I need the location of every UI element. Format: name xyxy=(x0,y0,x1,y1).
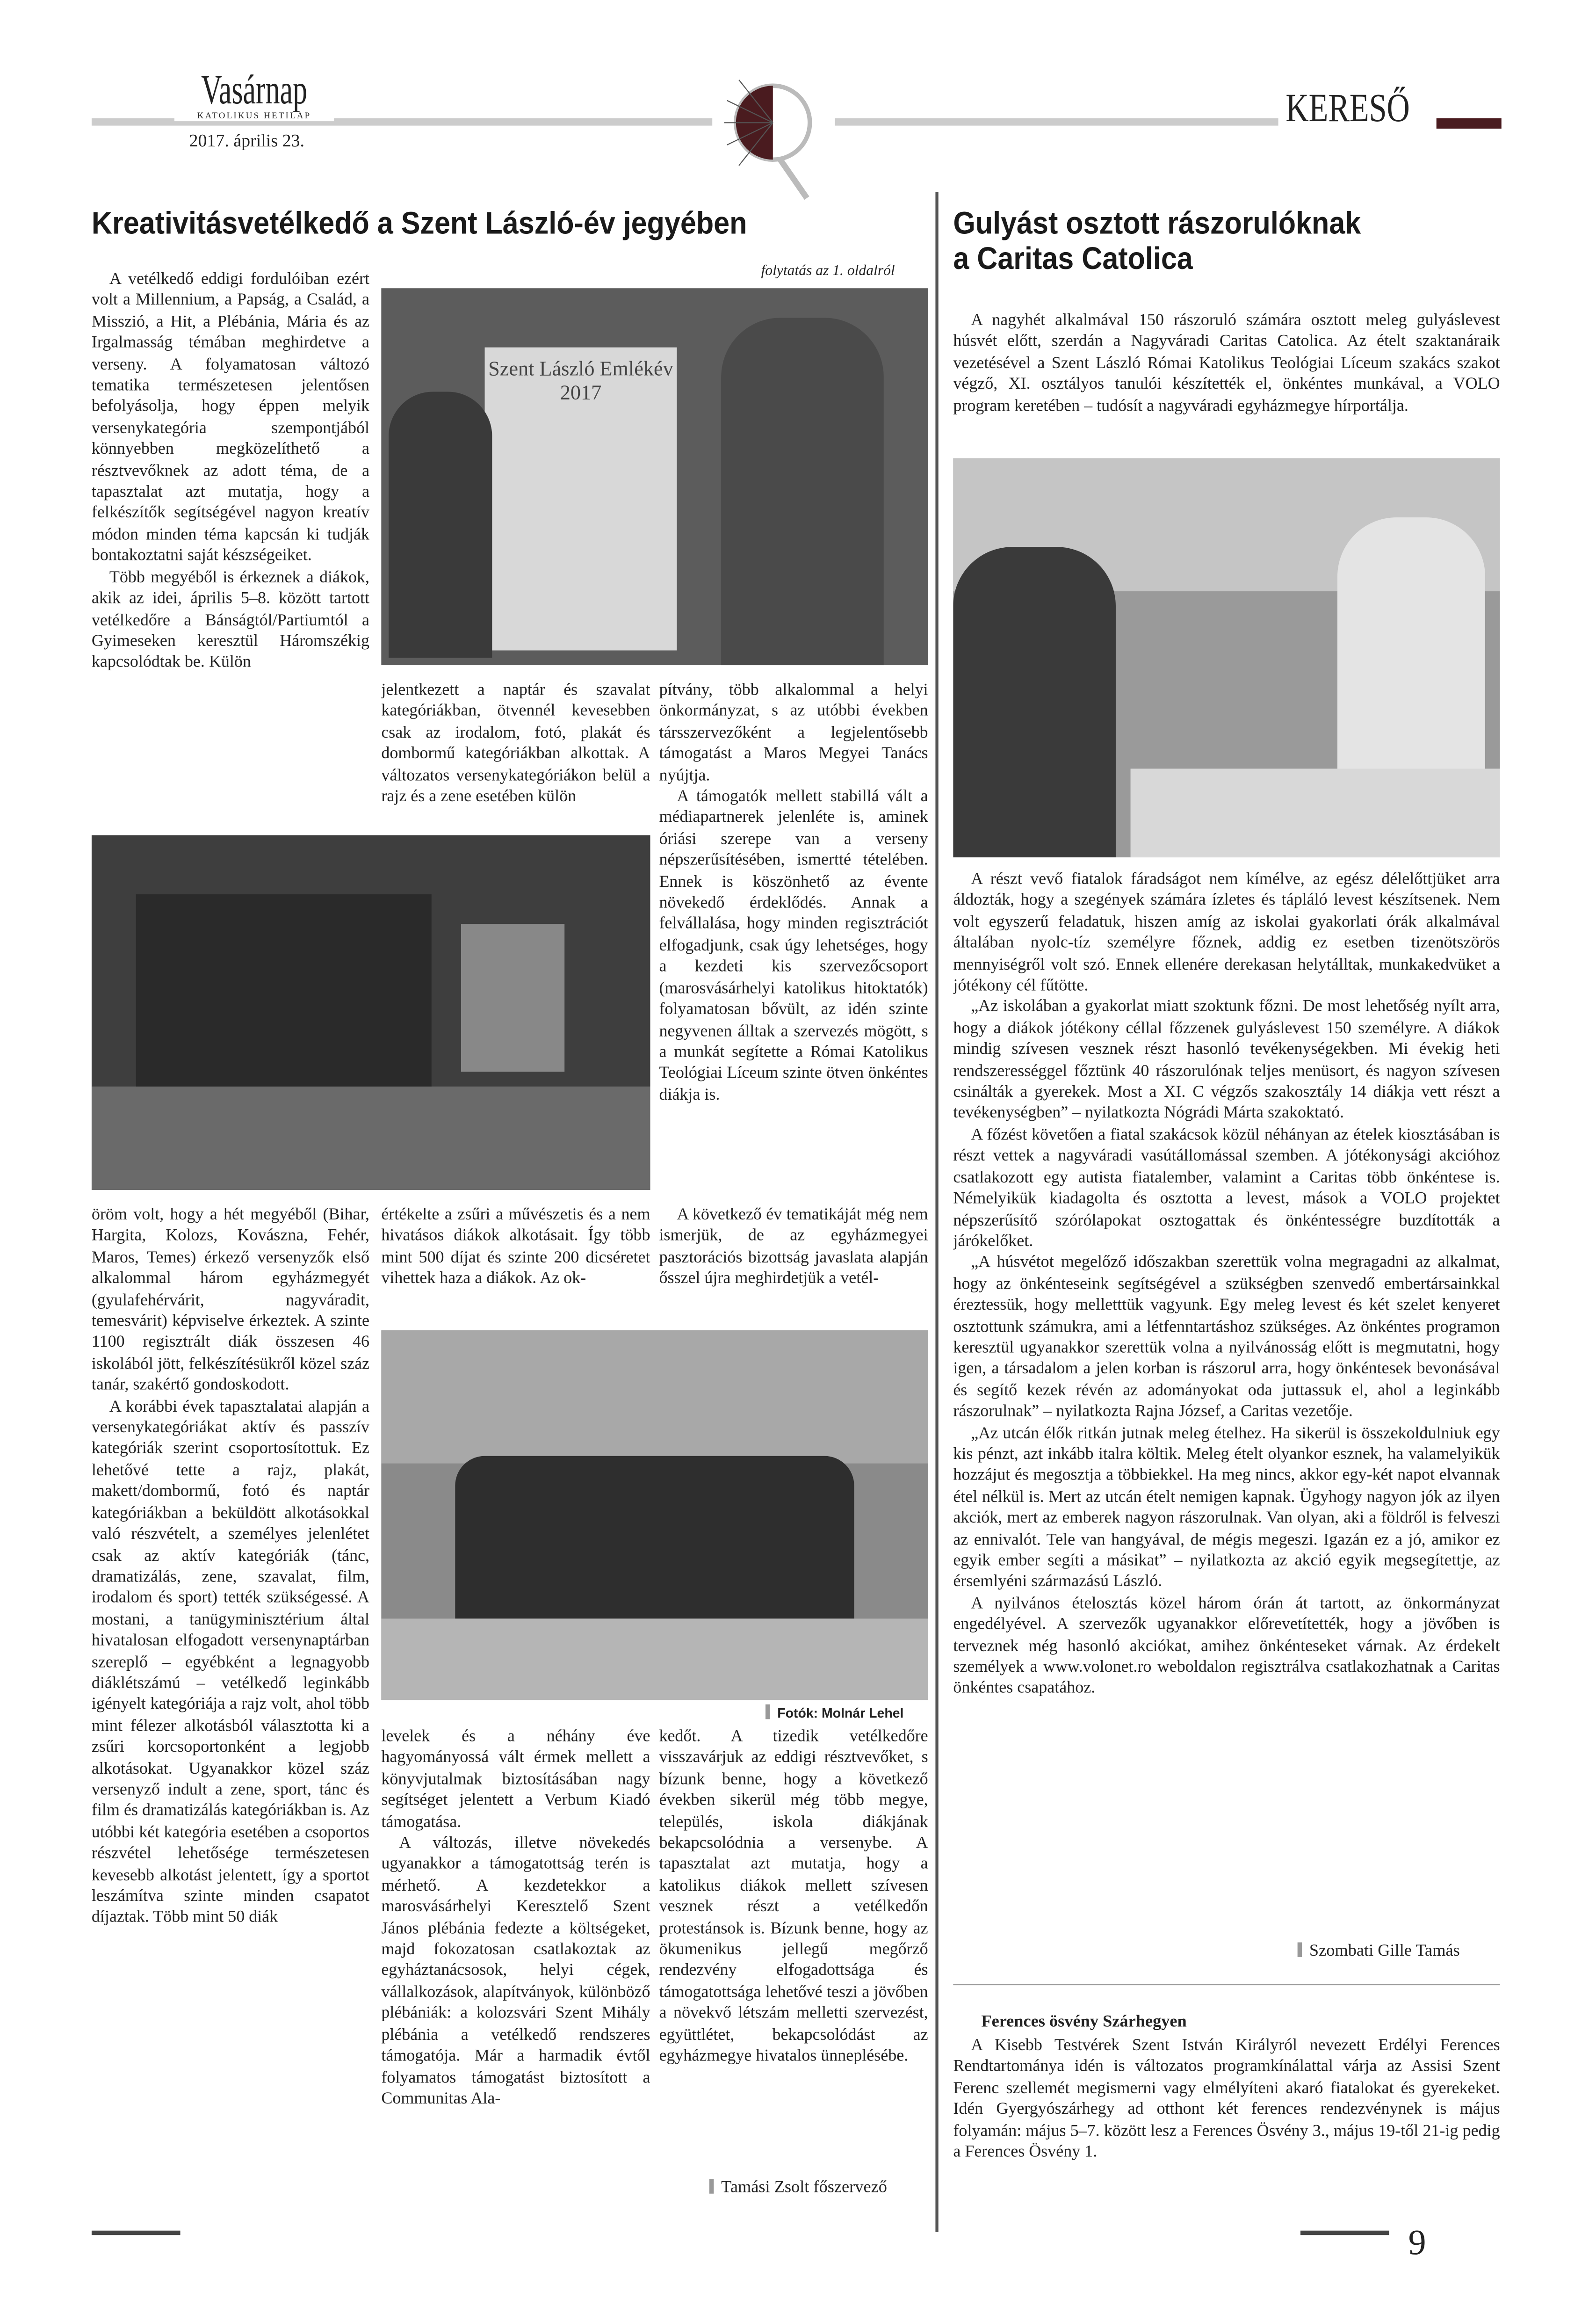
section-title: KERESŐ xyxy=(1285,86,1410,131)
box-text xyxy=(953,2036,1500,2213)
left-col3-mid xyxy=(659,1205,928,1323)
paragraph: A támogatók mellett stabillá vált a médiapartnerek jelenléte is, aminek óriási szerepe van a verseny népszerűsítésében, ismertté tételében. Ennek is köszönhető az évente növekedő érdeklődés. Annak a felvállalása, hogy minden regisztrációt elfogadjunk, csak úgy lehetséges, hogy a kezdeti kis szervezőcsoport (marosvásárhelyi katolikus hitoktatók) folyamatosan bővült, az idén szinte negyvenen álltak a szervezés mögött, s a munkát segítette a Római Katolikus Teológiai Líceum szinte ötven önkéntes diákja is. xyxy=(659,788,928,1104)
section-accent-bar xyxy=(1437,118,1502,129)
paragraph: A korábbi évek tapasztalatai alapján a versenykategóriákat aktív és passzív kategóriák szerint csoportosítottuk. Ez lehetővé tette a rajz, plakát, makett/dombormű, fotó és naptár kategóriákban a beküldött alkotásokkal való részvételt, a személyes jelenlétet csak az aktív kategóriák (tánc, dramatizálás, zene, szavalat, film, irodalom és sport) tették szükségessé. A mostani, a tanügyminisztérium által hivatalosan elfogadott versenynaptárban szereplő – egyébként a legnagyobb diáklétszámú – vetélkedő leginkább igényelt kategóriája a rajz volt, ahol több mint félezer alkotásból választotta ki a zsűri korcsoportonként a legjobb alkotásokat. Ugyanakkor közel száz versenyző indult a zene, sport, tánc és film és dramatizálás kategóriákban is. Az utóbbi két kategória esetében a csoportos részvétel lehetősége természetesen kevesebb alkotást jelentett, így a sportot leszámítva szinte minden csapatot díjaztak. Több mint 50 diák xyxy=(91,1398,370,1927)
paragraph: levelek és a néhány éve hagyományossá vált érmek mellett a könyvjutalmak biztosításában nagy segítséget jelentett a Verbum Kiadó támogatása. xyxy=(381,1728,650,1831)
paragraph: A részt vevő fiatalok fáradságot nem kímélve, az egész délelőttjüket arra áldozták, hogy a szegények számára ízletes és tápláló levest készítsenek. Nem volt egyszerű feladatuk, hiszen amíg az iskolai gyakorlati órák alkalmával általában nyolc-tíz személyre főznek, addig ez esetben tizenötszörös mennyiségről volt szó. Ennek ellenére derekasan helytálltak, munkakedvüket a jótékony cél fűtötte. xyxy=(953,870,1500,995)
paragraph: értékelte a zsűri a művészetis és a nem hivatásos diákok alkotásait. Így több mint 500 díjat és szinte 200 dicséretet vihettek haza a diákok. Az ok- xyxy=(381,1206,650,1288)
header-rule-right xyxy=(835,118,1278,126)
photo-credit: Fotók: Molnár Lehel xyxy=(766,1704,903,1721)
paragraph: kedőt. A tizedik vetélkedőre visszavárjuk az eddigi résztvevőket, s bízunk benne, hogy a következő években sikerül még több megye, település, iskola diákjának bekapcsolódnia a versenybe. A tapasztalat azt mutatja, hogy a katolikus diákok mellett szívesen vesznek részt a vetélkedőn protestánsok is. Bízunk benne, hogy az ökumenikus jellegű megőrző rendezvény elfogadottsága és támogatottsága lehetővé teszi a jövőben a növekvő létszám melletti szervezést, együttlétet, bekapcsolódást az egyházmegye hivatalos ünneplésébe. xyxy=(659,1728,928,2066)
right-article-signature: Szombati Gille Tamás xyxy=(1298,1943,1460,1960)
right-article-lead xyxy=(953,311,1500,451)
piano xyxy=(461,924,564,1072)
paragraph: „Az iskolában a gyakorlat miatt szoktunk főzni. De most lehetőség nyílt arra, hogy a diákok jótékony céllal főzzenek gulyáslevest 150 személyre. A diákok mindig szívesen vesznek részt hasonló tevékenységekben. Mi évekig heti rendszerességgel főztünk 40 rászorulónak teljes menüsort, és nagyon szívesen csinálták a gyerekek. Most a XI. C végzős szakosztály 14 diákja vett részt a tevékenységben” – nyilatkozta Nógrádi Márta szakoktató. xyxy=(953,998,1500,1123)
footer-rule-right xyxy=(1300,2231,1389,2235)
masthead xyxy=(174,68,334,122)
pavement xyxy=(381,1618,928,1700)
right-article-headline-1: Gulyást osztott rászorulóknak xyxy=(953,207,1361,241)
performers-group xyxy=(136,894,432,1087)
students-group xyxy=(455,1456,854,1619)
column-divider xyxy=(935,192,938,2232)
box-title: Ferences ösvény Szárhegyen xyxy=(981,2013,1187,2031)
right-article-body xyxy=(953,869,1500,1937)
person-right xyxy=(721,318,884,665)
page-number: 9 xyxy=(1408,2225,1426,2263)
photo-stage-performance xyxy=(92,835,650,1190)
photo-emlekev-calendar xyxy=(381,288,928,665)
photo-group-students xyxy=(381,1330,928,1700)
table-with-soup xyxy=(1131,769,1500,857)
paragraph: pítvány, több alkalommal a helyi önkormányzat, s az utóbbi években társszervezőként a legjelentősebb támogatást a Maros Megyei Tanács nyújtja. xyxy=(659,681,928,784)
right-article-headline-2: a Caritas Catolica xyxy=(953,242,1193,276)
left-col2-bottom xyxy=(381,1726,650,2229)
left-col1-top xyxy=(92,269,369,823)
masthead-subtitle: KATOLIKUS HETILAP xyxy=(197,112,311,122)
paragraph: A nagyhét alkalmával 150 rászoruló számára osztott meleg gulyáslevest húsvét előtt, szerdán a Nagyváradi Caritas Catolica. Az ételt szaktanáraik vezetésével a Szent László Római Katolikus Teológiai Líceum szakács szakot végző, XI. osztályos tanulói készítették el, önkéntes munkával, a VOLO program keretében – tudósít a nagyváradi egyházmegye hírportálja. xyxy=(953,312,1500,415)
paragraph: A vetélkedő eddigi fordulóiban ezért volt a Millennium, a Papság, a Család, a Misszió, a Hit, a Plébánia, Mária és az Irgalmasság témában meghirdetve a verseny. A folyamatosan változó tematika természetesen jelentősen befolyásolja, hogy éppen melyik versenykategória szempontjából könnyebben megközelíthető a résztvevőknek az adott téma, de a tapasztalat azt mutatja, hogy a felkészítők segítségével nagyon kreatív módon minden téma kapcsán ki tudják bontakoztatni saját készségeiket. xyxy=(91,270,370,566)
continued-note: folytatás az 1. oldalról xyxy=(761,263,895,280)
paragraph: A főzést követően a fiatal szakácsok közül néhányan az ételek kiosztásában is részt vettek a nagyváradi vasútállomással szemben. A jótékonysági akcióhoz csatlakozott egy autista fiatalember, valamint a Caritas több önkéntese is. Némelyikük kiadagolta és osztotta a levest, mások a VOLO projektet népszerűsítő szórólapokat osztogattak és önkéntességre buzdították a járókelőket. xyxy=(953,1126,1500,1251)
volunteer-left xyxy=(953,547,1116,857)
issue-date: 2017. április 23. xyxy=(189,130,305,151)
paragraph: A változás, illetve növekedés ugyanakkor a támogatottság terén is mérhető. A kezdetekkor a marosvásárhelyi Keresztelő Szent János plébánia fedezte a költségeket, majd fokozatosan csatlakoztak az egyháztanácsosok, helyi cégek, vállalkozások, alapítványok, különböző plébániák: a kolozsvári Szent Mihály plébánia a vetélkedő rendszeres támogatója. Már a harmadik évtől folyamatos támogatást biztosított a Communitas Ala- xyxy=(381,1834,650,2108)
stage-floor xyxy=(92,1087,650,1190)
left-article-signature: Tamási Zsolt főszervező xyxy=(709,2179,887,2197)
calendar-prop xyxy=(485,348,677,651)
paragraph: A Kisebb Testvérek Szent István Királyról nevezett Erdélyi Ferences Rendtartománya idén is változatos programkínálattal várja az Assisi Szent Ferenc szellemét megismerni vagy elmélyíteni akaró fiatalokat és gyerekeket. Idén Gyergyószárhegy ad otthont két ferences rendezvénynek is május folyamán: május 5–7. között lesz a Ferences Ösvény 3., május 19-től 21-ig pedig a Ferences Ösvény 1. xyxy=(953,2037,1500,2161)
paragraph: A nyilvános ételosztás közel három órán át tartott, az önkormányzat engedélyével. A szervezők ugyanakkor előrevetítették, hogy a jövőben is terveznek még hasonló akciókat, amihez önkénteseket várnak. Az érdekelt személyek a www.volonet.ro weboldalon regisztrálva csatlakozhatnak a Caritas önkéntes csapatához. xyxy=(953,1595,1500,1698)
left-article-headline: Kreativitásvetélkedő a Szent László-év jegyében xyxy=(91,207,747,241)
building-facade xyxy=(381,1330,928,1463)
paragraph: A következő év tematikáját még nem ismerjük, de az egyházmegyei pasztorációs bizottság javaslata alapján ősszel újra meghirdetjük a vetél- xyxy=(659,1206,928,1288)
calendar-title: Szent László Emlékév 2017 xyxy=(488,359,673,405)
masthead-title: Vasárnap xyxy=(201,68,308,114)
left-col1-bottom xyxy=(92,1205,369,2228)
left-col3-bottom xyxy=(659,1726,928,2177)
box-separator xyxy=(953,1984,1500,1985)
paragraph: jelentkezett a naptár és szavalat kategóriákban, ötvennél kevesebben csak az irodalom, fotó, plakát és dombormű kategóriákban alkottak. A változatos versenykategóriákon belül a rajz és a zene esetében külön xyxy=(381,681,650,806)
photo-soup-distribution xyxy=(953,458,1500,857)
left-col3-top xyxy=(659,680,928,1195)
paragraph: Több megyéből is érkeznek a diákok, akik az idei, április 5–8. között tartott vetélkedőre a Bánságtól/Partiumtól a Gyimeseken keresztül Háromszékig kapcsolódtak be. Külön xyxy=(91,568,370,672)
left-col2-top xyxy=(381,680,650,828)
left-col2-mid xyxy=(381,1205,650,1323)
paragraph: „A húsvétot megelőző időszakban szerettük volna megragadni az alkalmat, hogy az önkénteseink segítségével a szükségben szenvedő embertársainkkal éreztessük, hogy melletttük vagyunk. Egy meleg levest és két szelet kenyeret osztottunk számukra, ami a létfenntartáshoz szükséges. Az önkéntes programon keresztül ugyanakkor szerettük volna a nyilvánosság előtt is megmutatni, hogy igen, a társadalom a jelen korban is rászorul arra, hogy önkéntesek bevonásával és segítő kezek révén az adományokat oda juttassuk el, ahol a leginkább rászorulnak” – nyilatkozta Rajna József, a Caritas vezetője. xyxy=(953,1254,1500,1421)
paragraph: öröm volt, hogy a hét megyéből (Bihar, Hargita, Kolozs, Kovászna, Fehér, Maros, Temes) érkező versenyzők első alkalommal három egyházmegyét (gyulafehérvárit, nagyváradit, temesvárit) képviselve érkeztek. A szinte 1100 regisztrált diák összesen 46 iskolából jött, felkészítésükről közel száz tanár, szakértő gondoskodott. xyxy=(91,1206,370,1394)
magnifier-logo-icon xyxy=(721,71,839,204)
footer-rule-left xyxy=(92,2231,181,2235)
paragraph: „Az utcán élők ritkán jutnak meleg ételhez. Ha sikerül is összekoldulniuk egy kis pénzt, azt inkább italra költik. Meleg ételt olyankor esznek, ha valamelyikük hozzájut és megosztja a többiekkel. Ha meg nincs, akkor egy-két napot elvannak étel nélkül is. Mert az utcán ételt nemigen kapnak. Ügyhogy nagyon jók az ilyen akciók, mert az emberek nagyon rászorulnak. Van olyan, aki a földről is felveszi az ennivalót. Tele van hangyával, de mégis megeszi. Igazán ez a jó, amikor ez egyik ember segíti a másikat” – nyilatkozta az akció egyik megsegítettje, az érsemlyéni származású László. xyxy=(953,1424,1500,1591)
person-left xyxy=(389,392,492,658)
